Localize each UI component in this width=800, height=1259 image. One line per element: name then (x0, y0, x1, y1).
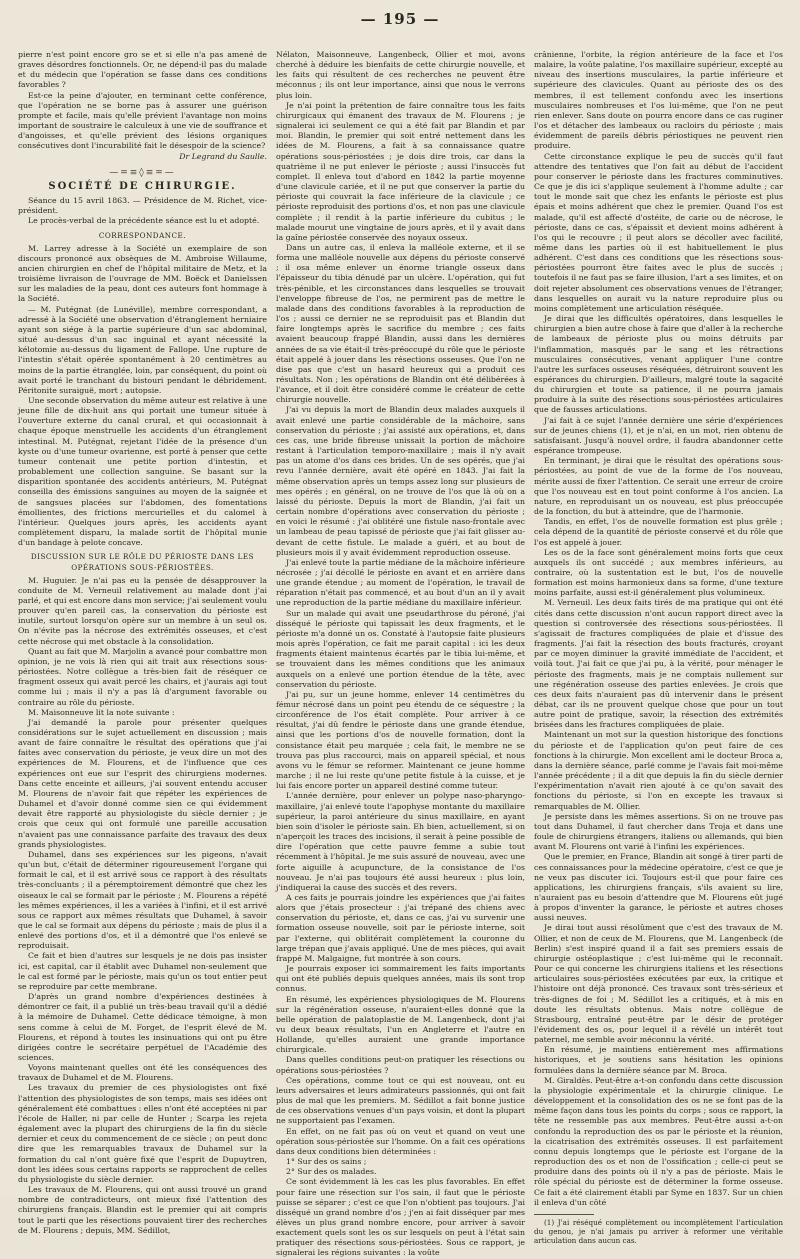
signature: Dr Legrand du Saulle. (179, 151, 267, 161)
paragraph: Voyons maintenant quelles ont été les conséquences des travaux de Duhamel et de M. Flourens. (18, 1063, 267, 1083)
footnote: (1) J'ai réséqué complètement ou incomplètement l'articulation du genou, je n'ai jamais pu arriver à reformer une véritable articulation dans aucun cas. (534, 1217, 783, 1246)
paragraph: Ce sont évidemment là les cas les plus favorables. En effet pour faire une résection sur l'os sain, il faut que le périoste puisse se séparer ; c'est ce que l'on n'obtient pas toujours. J'ai disséqué un grand nombre d'os ; j'en ai fait disséquer par mes élèves un plus grand nombre encore, pour arriver à savoir exactement quels sont les os sur lesquels on peut à l'état sain pratiquer des résections sous-périostées. Sous ce rapport, je signalerai les régions suivantes : la voûte (276, 1177, 525, 1258)
paragraph: Les travaux du premier de ces physiologistes ont fixé l'attention des physiologistes de son temps, mais ses idées ont généralement été combattues : elles n'ont été acceptées ni par l'école de Haller, ni par celle de Hunter ; Scarpa les rejeta également avec la plupart des chirurgiens de la fin du siècle dernier et ceux du commencement de ce siècle ; on peut donc dire que les remarquables travaux de Duhamel sur la formation du cal n'ont guère fixé que l'esprit de Dupuytren, dont les idées sous certains rapports se rapprochent de celles du physiologiste du siècle dernier. (18, 1083, 268, 1184)
paragraph: M. Larrey adresse à la Société un exemplaire de son discours prononcé aux obsèques de M. Ambroise Willaume, ancien chirurgien en chef de l'hôpital militaire de Metz, et la troisième livraison de l'ouvrage de MM. Boëck et Danielssen sur les maladies de la peau, dont ces auteurs font hommage à la Société. (18, 243, 267, 304)
paragraph: Je dirai que les difficultés opératoires, dans lesquelles le chirurgien a bien autre chose à faire que d'aller à la recherche de lambeaux de périoste plus ou moins détruits par l'inflammation, masqués par le sang et les rétractions musculaires consécutives, venant appliquer l'une contre l'autre les surfaces osseuses réséquées, détruiront souvent les espérances du chirurgien. D'ailleurs, malgré toute la sagacité du chirurgien et toute sa patience, il ne pourra jamais produire à la suite des résections sous-périostées articulaires que de fausses articulations. (534, 314, 783, 415)
paragraph: En effet, on ne fait pas où on veut et quand on veut une opération sous-périostée sur l'homme. On a fait ces opérations dans deux conditions bien déterminées : (276, 1126, 525, 1156)
paragraph: J'ai demandé la parole pour présenter quelques considérations sur le sujet actuellement en discussion ; mais avant de faire connaître le résultat des opérations que j'ai faites avec conservation du périoste, je veux dire un mot des expériences de M. Flourens, et de l'influence que ces expériences ont eue sur l'esprit des chirurgiens modernes. Dans cette enceinte et ailleurs, j'ai souvent entendu accuser M. Flourens de n'avoir fait que répéter les expériences de Duhamel et d'avoir donné comme sien ce qui évidemment devait être rapporté au physiologiste du siècle dernier ; je crois que ceux qui ont formulé une pareille accusation n'avaient pas une connaissance parfaite des travaux des deux grands physiologistes. (18, 717, 267, 849)
column-1 (18, 50, 268, 1235)
page-number: — 195 — (360, 10, 440, 28)
paragraph: Sur un malade qui avait une pseudarthrose du péroné, j'ai disséqué le périoste qui tapissait les deux fragments, et le périoste m'a donné un os. Constaté à l'autopsie faite plusieurs mois après l'opération, ce fait me parait capital : ici les deux fragments étaient maintenus écartés par le tibia lui-même, et se trouvaient dans les mêmes conditions que les animaux auxquels on a enlevé une portion étendue de la tête, avec conservation du périoste. (276, 608, 525, 689)
paragraph: D'après un grand nombre d'expériences destinées à démontrer ce fait, il a publié un très-beau travail qu'il a dédié à la mémoire de Duhamel. Cette dédicace témoigne, à mon sens comme à celui de M. Forget, de l'esprit élevé de M. Flourens, et répond à toutes les insinuations qui ont pu être dirigées contre le secrétaire perpétuel de l'Académie des sciences. (18, 992, 267, 1062)
footnote-divider (534, 1214, 594, 1215)
paragraph: M. Maisonneuve lit la note suivante : (28, 707, 175, 717)
paragraph: En résumé, je maintiens entièrement mes affirmations historiques, et je soutiens sans hésitation les opinions formulées dans la dernière séance par M. Broca. (534, 1045, 783, 1075)
paragraph: crânienne, l'orbite, la région antérieure de la face et l'os malaire, la voûte palatine, l'os maxillaire supérieur, excepté au niveau des insertions musculaires, la partie inférieure et supérieure des clavicules. Quant au périoste des os des membres, il est tellement confondu avec les insertions musculaires nombreuses et l'os lui-même, que l'on ne peut rien enlever. Sans doute on pourra encore dans ce cas ruginer l'os et détacher des lambeaux ou racloirs du périoste ; mais évidemment de pareils débris périostiques ne peuvent rien produire. (534, 50, 783, 151)
ornament-divider: —=≡◊≡=— (109, 167, 176, 178)
minutes-line: Le procès-verbal de la précédente séance est lu et adopté. (28, 216, 260, 226)
paragraph: Nélaton, Maisonneuve, Langenbeck, Ollier et moi, avons cherché à déduire les bienfaits de cette chirurgie nouvelle, et les faits qui résultent de ces recherches ne peuvent être méconnus ; ils ont leur importance, ainsi que nous le verrons plus loin. (276, 50, 525, 100)
paragraph: Je n'ai point la prétention de faire connaître tous les faits chirurgicaux qui émanent des travaux de M. Flourens ; je signalerai ici seulement ce qui a été fait par Blandin et par moi. Blandin, le premier qui soit entré nettement dans les idées de M. Flourens, a fait à sa connaissance quatre opérations sous-périostées ; je dois dire trois, car dans la quatrième il ne put enlever le périoste ; aussi l'insuccès fut complet. Il enleva tout d'abord en 1842 la partie moyenne d'une clavicule cariée, et il ne put que conserver la partie du périoste qui couvrait la face inférieure de la clavicule ; ce périoste reproduisit des portions d'os, et non pas une clavicule complète ; il rendit à la partie inférieure du cubitus ; le malade mourut une vingtaine de jours après, et il y avait dans la gaîne périostée conservée des noyaux osseux. (276, 100, 525, 242)
paragraph: Je pourrais exposer ici sommairement les faits importants qui ont été publiés depuis quelques années, mais ils sont trop connus. (276, 964, 525, 994)
paragraph: Ce fait et bien d'autres sur lesquels je ne dois pas insister ici, est capital, car il établit avec Duhamel non-seulement que le cal est formé par le périoste, mais qu'un os tout entier peut se reproduire par cette membrane. (18, 951, 267, 991)
paragraph: Dans un autre cas, il enleva la malléole externe, et il se forma une malléole nouvelle aux dépens du périoste conservé ; il osa même enlever un énorme triangle osseux dans l'épaisseur du tibia dénudé par un ulcère. L'opération, qui fut très-pénible, et les circonstances dans lesquelles se trouvait l'enveloppe fibreuse de l'os, ne permirent pas de mettre le malade dans des conditions favorables à la reproduction de l'os ; aussi ce dernier ne se reproduisit pas et Blandin dut faire longtemps après le sacrifice du membre ; ces faits avaient beaucoup frappé Blandin, aussi dans les dernières années de sa vie était-il très-préoccupé du rôle que le périoste était appelé à jouer dans les résections osseuses. Que l'on ne dise pas que c'est un hasard heureux qui a produit ces résultats. Non ; les opérations de Blandin ont été délibérées à l'avance, et il doit être considéré comme le créateur de cette chirurgie nouvelle. (276, 242, 525, 405)
paragraph: Les travaux de M. Flourens, qui ont aussi trouvé un grand nombre de contradicteurs, ont mieux fixé l'attention des chirurgiens français. Blandin est le premier qui ait compris tout le parti que les résections pouvaient tirer des recherches de M. Flourens ; depuis, MM. Sédillot, (18, 1185, 267, 1235)
session-line: Séance du 15 avril 1863. — Présidence de M. Richet, vice-président. (18, 196, 267, 216)
paragraph: M. Giraldès. Peut-être a-t-on confondu dans cette discussion la physiologie expérimentale et la chirurgie clinique. Le développement et la consolidation des os ne se font pas de la même façon dans tous les points du corps ; sous ce rapport, la tête ne ressemble pas aux membres. Peut-être aussi a-t-on confondu la reproduction des os par le périoste et la réunion, la cicatrisation des extrémités osseuses. Il est parfaitement connu depuis longtemps que le périoste est l'organe de la reproduction des os et non de l'ossification ; celle-ci peut se produire dans des points où il n'y a pas de périoste. Mais le rôle spécial du périoste est de déterminer la forme osseuse. Ce fait a été clairement établi par Syme en 1837. Sur un chien il enleva d'un côté (534, 1075, 783, 1207)
paragraph: Duhamel, dans ses expériences sur les pigeons, n'avait qu'un but, c'était de déterminer rigoureusement l'organe qui formait le cal, et il est arrivé sous ce rapport à des résultats très-concluants ; il a péremptoirement démontré que chez les oiseaux le cal se formait par le périoste ; M. Flourens a répété les mêmes expériences, il les a variées à l'infini, et il est arrivé sous ce rapport aux mêmes résultats que Duhamel, à savoir que le cal se formait aux dépens du périoste ; mais de plus il a enlevé des portions d'os, et il a démontré que l'os enlevé se reproduisait. (18, 849, 267, 951)
paragraph: Je dirai tout aussi résolûment que c'est des travaux de M. Ollier, et non de ceux de M. Flourens, que M. Langenbeck (de Berlin) s'est inspiré quand il a fait ses premiers essais de chirurgie ostéoplastique ; c'est lui-même qui le reconnaît. Pour ce qui concerne les chirurgiens italiens et les résections articulaires sous-périostées exécutées par eux, la critique et l'histoire ont déjà prononcé. Ces travaux sont très-sérieux et très-dignes de foi ; M. Sédillot les a critiqués, et à mis en doute les résultats obtenus. Mais notre collègue de Strasbourg, entraîné peut-être par le désir de protéger l'évidement des os, pour lequel il a révélé un intérêt tout paternel, me semble avoir méconnu la vérité. (534, 923, 783, 1045)
list-item: 1° Sur des os sains ; (286, 1157, 367, 1167)
paragraph: Que le premier, en France, Blandin ait songé à tirer parti de ces connaissances pour la médecine opératoire, c'est ce que je ne veux pas discuter ici. Toujours est-il que pour faire ces applications, les chirurgiens français, s'ils avaient su lire, n'auraient pas eu besoin d'attendre que M. Flourens eût jugé à propos d'inventer la garance, le périoste et autres choses aussi neuves. (534, 852, 783, 923)
paragraph: — M. Putégnat (de Lunéville), membre correspondant, a adressé à la Société une observation d'étranglement herniaire ayant son siége à la partie supérieure d'un sac abdominal, situé au-dessus d'un sac inguinal et ayant nécessité la kélotomie au-dessus du ligament de Fallope. Une rupture de l'intestin s'était opérée spontanément à 20 centimètres au moins de la partie étranglée, loin, par conséquent, du point où avait porté le tranchant du bistouri pendant le débridement. Péritonite suraiguë, mort ; autopsie. (18, 304, 267, 395)
paragraph: En résumé, les expériences physiologiques de M. Flourens sur la régénération osseuse, n'auraient-elles donné que la belle opération de palatoplastie de M. Langenbeck, dont j'ai vu deux beaux résultats, l'un en Angleterre et l'autre en Hollande, qu'elles auraient une grande importance chirurgicale. (276, 994, 525, 1055)
column-3 (534, 50, 783, 1246)
paragraph: J'ai fait à ce sujet l'année dernière une série d'expériences sur de jeunes chiens (1), et je n'ai, en un mot, rien obtenu de satisfaisant. Jusqu'à nouvel ordre, il faudra abandonner cette espérance trompeuse. (534, 415, 783, 456)
paragraph: J'ai enlevé toute la partie médiane de la mâchoire inférieure nécrosée ; j'ai décollé le périoste en avant et en arrière dans une grande étendue ; au moment de l'opération, le travail de réparation n'était pas commencé, et au bout d'un an il y avait une reproduction de la partie médiane du maxillaire inférieur. (276, 557, 525, 608)
paragraph: M. Huguier. Je n'ai pas eu la pensée de désapprouver la conduite de M. Verneuil relativement au malade dont j'ai parlé, et qui est encore dans mon service; j'ai seulement voulu prouver qu'en pareil cas, la conservation du périoste est inutile, surtout lorsqu'on opère sur un membre à un seul os. On n'évite pas la nécrose des extrémités osseuses, et c'est cette nécrose qui met obstacle à la consolidation. (18, 575, 267, 646)
paragraph: Tandis, en effet, l'os de nouvelle formation est plus grêle ; cela dépend de la quantité de périoste conservé et du rôle que l'os est appelé à jouer. (534, 517, 783, 547)
paragraph: Ces opérations, comme tout ce qui est nouveau, ont eu leurs adversaires et leurs admirateurs passionnés, qui ont fait plus de mal que les premiers. M. Sédillot a fait bonne justice de ces observations venues d'un pays voisin, et dont la plupart ne supportaient pas l'examen. (276, 1075, 525, 1126)
paragraph: Cette circonstance explique le peu de succès qu'il faut attendre des tentatives que l'on fait au début de l'accident pour conserver le périoste dans les fractures comminutives. Ce que je dis ici s'applique seulement à l'homme adulte ; car tout le monde sait que chez les enfants le périoste est plus épais et moins adhérent que chez le premier. Quand l'os est malade, qu'il est affecté d'ostéite, de carie ou de nécrose, le périoste, dans ce cas, s'épaissit et devient moins adhérent à l'os qui le recouvre ; il peut alors se décoller avec facilité, même dans les parties où il est habituellement le plus adhérent. C'est dans ces conditions que les résections sous-périostées pourront être faites avec le plus de succès ; toutefois il ne faut pas se faire illusion, l'art a ses limites, et on doit rejeter absolument ces observations venues de l'étranger, dans lesquelles on aurait vu la nature reproduire plus ou moins complètement une articulation réséquée. (534, 151, 783, 313)
paragraph: J'ai vu depuis la mort de Blandin deux malades auxquels il avait enlevé une partie considérable de la mâchoire, sans conservation du périoste ; j'ai assisté aux opérations, et, dans ces cas, une bride fibreuse unissait la portion de mâchoire restant à l'articulation temporo-maxillaire ; mais il n'y avait pas un atome d'os dans ces brides. Un de ses opérés, que j'ai revu l'année dernière, avait été opéré en 1843. J'ai fait la même observation après un temps assez long sur plusieurs de mes opérés ; en général, on ne trouve de l'os que là où on a laissé du périoste. Depuis la mort de Blandin, j'ai fait un certain nombre d'opérations avec conservation du périoste ; en voici le résumé : j'ai oblitéré une fistule naso-frontale avec un lambeau de peau tapissé de périoste que j'ai fait glisser au-devant de cette fistule. Le malade a guéri, et au bout de plusieurs mois il y avait évidemment reproduction osseuse. (276, 405, 525, 557)
section-title: SOCIÉTÉ DE CHIRURGIE. (48, 180, 237, 192)
paragraph: Dans quelles conditions peut-on pratiquer les résections ou opérations sous-périostées ? (276, 1055, 525, 1075)
paragraph: Les os de la face sont généralement moins forts que ceux auxquels ils ont succédé ; aux membres inférieurs, au contraire, où la sustentation est le but, l'os de nouvelle formation est moins harmonieux dans sa forme, d'une texture moins parfaite, aussi est-il généralement plus volumineux. (534, 547, 783, 598)
column-2 (276, 50, 525, 1258)
paragraph: Est-ce la peine d'ajouter, en terminant cette conférence, que l'opération ne se borne pas à assurer une guérison prompte et facile, mais qu'elle prévient l'avantage non moins important de soustraire le calculeux à une vie de souffrance et d'angoisses, et qu'elle prévient des lésions organiques consécutives dont l'incurabilité fait le désespoir de la science? (18, 90, 267, 151)
paragraph: Maintenant un mot sur la question historique des fonctions du périoste et de l'application qu'on peut faire de ces fonctions à la chirurgie. Mon excellent ami le docteur Broca a, dans la dernière séance, parlé comme je l'avais fait moi-même l'année précédente ; il a dit que depuis la fin du siècle dernier l'expérimentation n'avait rien ajouté à ce qu'on savait des fonctions du périoste, si l'on en excepte les travaux si remarquables de M. Ollier. (534, 730, 783, 811)
paragraph: pierre n'est point encore gro se et si elle n'a pas amené de graves désordres fonctionnels. Or, ne dépend-il pas du malade et du médecin que l'opération se fasse dans ces conditions favorables ? (18, 50, 267, 90)
paragraph: M. Verneuil. Les deux faits tirés de ma pratique qui ont été cités dans cette discussion n'ont aucun rapport direct avec la question si controversée des résections sous-périostées. Il s'agissait de fractures compliquées de plaie et d'issue des fragments. J'ai fait la résection des bouts fracturés, croyant par ce moyen diminuer la gravité immédiate de l'accident, et voilà tout. J'ai fait ce que j'ai pu, à la vérité, pour ménager le périoste des fragments, mais je ne comptais nullement sur une régénération osseuse des parties enlevées. Je crois que ces deux faits n'auraient pas dû intervenir dans le présent débat, car ils ne prouvent quelque chose que pour un tout autre point de pratique, savoir, la résection des extrémités brisées dans les fractures compliquées de plaie. (534, 598, 783, 730)
subheading-discussion: DISCUSSION SUR LE RÔLE DU PÉRIOSTE DANS LES OPÉRATIONS SOUS-PÉRIOSTÉES. (30, 552, 255, 572)
paragraph: Quant au fait que M. Marjolin a avancé pour combattre mon opinion, je ne vois là rien qui ait trait aux résections sous-périostées. Notre collègue a très-bien fait de réséquer ce fragment osseux qui avait percé les chairs, et j'aurais agi tout comme lui ; mais il n'y a pas là d'argument favorable ou contraire au rôle du périoste. (18, 646, 267, 707)
list-item: 2° Sur des os malades. (286, 1167, 377, 1177)
paragraph: A ces faits je pourrais joindre les expériences que j'ai faites alors que j'étais prosecteur : j'ai trépané des chiens avec conservation du périoste, et, dans ce cas, j'ai vu survenir une formation osseuse nouvelle, soit par le périoste interne, soit par l'externe, qui oblitérait complètement la couronne du large trépan que j'avais appliqué. Une de mes pièces, qui avait frappé M. Malgaigne, fut montrée à son cours. (276, 892, 525, 963)
subheading-correspondance: CORRESPONDANCE. (98, 230, 187, 240)
paragraph: J'ai pu, sur un jeune homme, enlever 14 centimètres du fémur nécrosé dans un point peu étendu de ce séquestre ; la circonférence de l'os était complète. Pour arriver à ce résultat, j'ai dû fendre le périoste dans une grande étendue, ainsi que les portions d'os de nouvelle formation, dont la consistance était peu marquée ; cela fait, le membre ne se trouva pas plus raccourci, mais on appareil spécial, et nous avons vu le fémur se reformer. Maintenant ce jeune homme marche ; il ne lui reste qu'une petite fistule à la cuisse, et je lui fais encore porter un appareil destiné comme tuteur. (276, 689, 525, 791)
paragraph: Je persiste dans les mêmes assertions. Si on ne trouve pas tout dans Duhamel, il faut chercher dans Troja et dans une foule de chirurgiens étrangers, italiens ou allemands, qui bien avant M. Flourens ont varié à l'infini les expériences. (534, 811, 783, 852)
paragraph: Une seconde observation du même auteur est relative à une jeune fille de dix-huit ans qui portait une tumeur située à l'ouverture externe du canal crural, et qui occasionnait à chaque époque menstruelle les accidents d'un étranglement intestinal. M. Putégnat, rejetant l'idée de la présence d'un kyste ou d'une tumeur ovarienne, est porté à penser que cette tumeur contenait une petite portion d'intestin, et probablement une collection sanguine. Se basant sur la disparition spontanée des accidents antérieurs, M. Putégnat conseilla des émissions sanguines au moyen de la saignée et de sangsues placées sur l'abdomen, des fomentations émollientes, des frictions mercurielles et du calomel à l'intérieur. Quelques jours après, les accidents ayant complètement disparu, la malade sortit de l'hôpital munie d'un bandage à pelote concave. (18, 396, 267, 548)
paragraph: L'année dernière, pour enlever un polype naso-pharyngo-maxillaire, j'ai enlevé toute l'apophyse montante du maxillaire supérieur, la paroi antérieure du sinus maxillaire, en ayant bien soin d'isoler le périoste sain. Eh bien, actuellement, si on n'aperçoit les traces des incisions, il serait à peine possible de dire l'opération que cette pauvre femme a subie tout récemment à l'hôpital. Je me suis assuré de nouveau, avec une forte aiguille à acupuncture, de la consistance de l'os nouveau. Je n'ai pas toujours été aussi heureux : plus loin, j'indiquerai la cause des succès et des revers. (276, 791, 525, 892)
paragraph: En terminant, je dirai que le résultat des opérations sous-périostées, au point de vue de la forme de l'os nouveau, mérite aussi de fixer l'attention. Ce serait une erreur de croire que l'os nouveau est en tout point conforme à l'os ancien. La nature, en reproduisant un os nouveau, est plus préoccupée de la fonction, du but à atteindre, que de l'harmonie. (534, 456, 783, 517)
text-columns (18, 50, 784, 1258)
